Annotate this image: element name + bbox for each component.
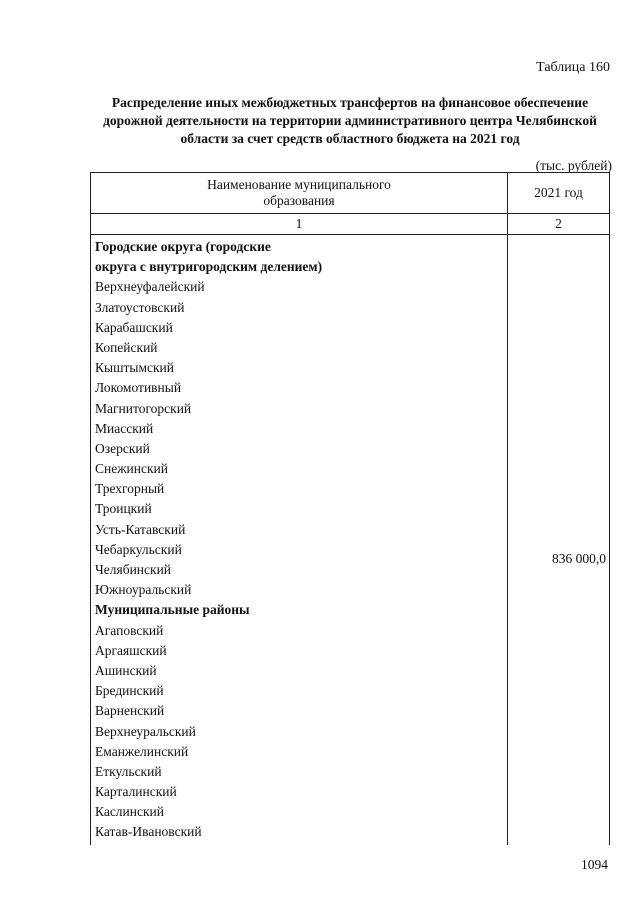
municipality-name: Агаповский: [95, 622, 164, 638]
municipality-name: Еманжелинский: [95, 743, 189, 759]
distribution-table: [90, 172, 610, 845]
header-year-cell: 2021 год: [508, 173, 610, 214]
municipality-name: Каслинский: [95, 804, 164, 820]
table-header-row: [91, 173, 610, 214]
table-body-row: [91, 235, 610, 845]
municipality-name: Катав-Ивановский: [95, 824, 202, 840]
value-column: [508, 235, 610, 845]
municipality-name: Магнитогорский: [95, 400, 192, 416]
units-label: (тыс. рублей): [535, 158, 612, 173]
table-label: Таблица 160: [536, 60, 610, 75]
municipality-name: Аргаяшский: [95, 642, 167, 658]
municipality-name: Локомотивный: [95, 380, 182, 396]
municipality-name: Ашинский: [95, 662, 157, 678]
municipality-name: Златоустовский: [95, 299, 185, 315]
municipality-name: Усть-Катавский: [95, 521, 186, 537]
header-name-line: образования: [263, 193, 335, 208]
column-number: 2: [508, 214, 610, 235]
municipality-name: Трехгорный: [95, 481, 165, 497]
municipality-name: Троицкий: [95, 501, 152, 517]
municipality-name: Карабашский: [95, 319, 173, 335]
municipality-name: Миасский: [95, 420, 154, 436]
group-heading: Городские округа (городские: [95, 239, 271, 254]
municipality-name: Брединский: [95, 683, 164, 699]
municipality-list: [91, 235, 508, 845]
municipality-name: Озерский: [95, 440, 150, 456]
municipality-name: Кыштымский: [95, 360, 174, 376]
municipality-name: Чебаркульский: [95, 541, 182, 557]
header-name-line: Наименование муниципального: [207, 177, 391, 192]
title-line: дорожной деятельности на территории административного центра Челябинской: [103, 113, 597, 128]
municipality-name: Карталинский: [95, 784, 177, 800]
page-number: 1094: [581, 857, 608, 872]
column-number-row: [91, 214, 610, 235]
chelyabinsk-value: 836 000,0: [552, 551, 606, 566]
document-title: [80, 94, 620, 148]
municipality-name: Верхнеуральский: [95, 723, 196, 739]
municipality-name: Копейский: [95, 339, 158, 355]
municipality-name: Челябинский: [95, 562, 172, 577]
header-name-cell: [91, 173, 508, 214]
title-line: Распределение иных межбюджетных трансфертов на финансовое обеспечение: [111, 95, 589, 110]
group-heading: Муниципальные районы: [95, 602, 250, 618]
title-line: области за счет средств областного бюджета на 2021 год: [180, 131, 520, 146]
municipality-name: Верхнеуфалейский: [95, 279, 205, 295]
municipality-name: Варненский: [95, 703, 165, 719]
municipality-name: Еткульский: [95, 763, 162, 779]
municipality-name: Снежинский: [95, 461, 168, 477]
column-number: 1: [91, 214, 508, 235]
group-heading: округа с внутригородским делением): [95, 259, 323, 275]
municipality-name: Южноуральский: [95, 582, 192, 598]
